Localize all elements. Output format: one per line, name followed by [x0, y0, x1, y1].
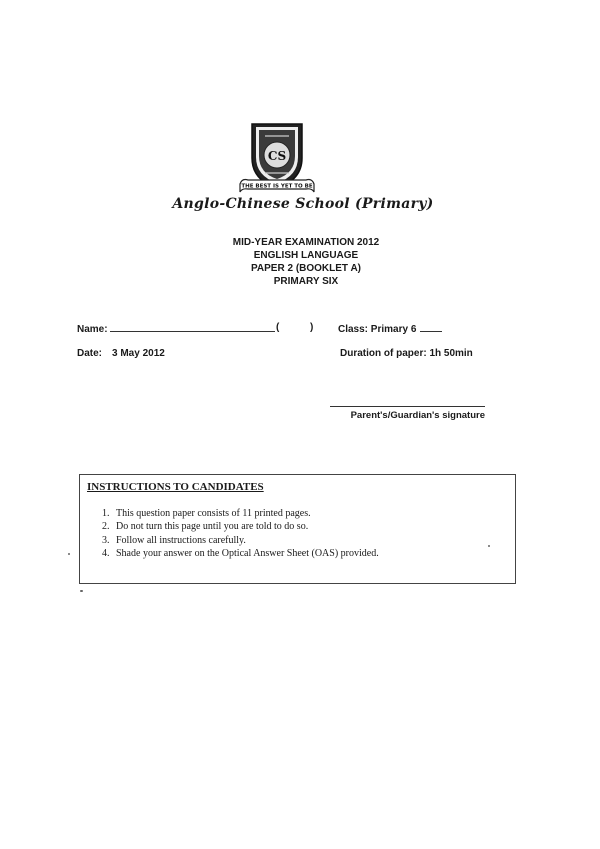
instruction-item: 2. Do not turn this page until you are told to do so. [102, 521, 309, 533]
school-name: Anglo-Chinese School (Primary) [172, 196, 434, 212]
instructions-box [79, 474, 516, 584]
exam-subject: ENGLISH LANGUAGE [253, 250, 359, 261]
instructions-list [102, 507, 379, 560]
exam-title: MID-YEAR EXAMINATION 2012 [232, 237, 380, 248]
exam-heading [0, 236, 600, 288]
register-number-close-paren: ) [310, 322, 314, 333]
signature-label: Parent's/Guardian's signature [350, 410, 485, 421]
duration-text: Duration of paper: 1h 50min [340, 348, 473, 359]
instruction-item: 1. This question paper consists of 11 printed pages. [102, 508, 311, 519]
signature-line[interactable] [330, 406, 485, 407]
register-number-open-paren: ( [276, 322, 280, 333]
class-label: Class: Primary 6 [338, 324, 417, 335]
name-blank-line[interactable] [110, 322, 275, 332]
instructions-title: INSTRUCTIONS TO CANDIDATES [87, 481, 264, 493]
instruction-item: 3. Follow all instructions carefully. [102, 534, 246, 546]
date-label: Date: [77, 348, 103, 359]
date-row [77, 348, 165, 359]
name-label: Name: [77, 324, 108, 335]
svg-text:CS: CS [267, 149, 287, 163]
scan-speck [80, 590, 83, 592]
scan-speck [488, 545, 490, 547]
instruction-item: 4. Shade your answer on the Optical Answer Sheet (OAS) provided. [102, 547, 379, 559]
date-value: 3 May 2012 [112, 348, 165, 359]
class-blank-line[interactable] [420, 322, 442, 332]
school-crest-logo [232, 118, 322, 198]
class-field[interactable] [338, 322, 442, 335]
name-field[interactable] [77, 322, 275, 335]
svg-text:THE BEST IS YET TO BE: THE BEST IS YET TO BE [241, 183, 313, 190]
exam-paper: PAPER 2 (BOOKLET A) [250, 263, 361, 274]
scan-speck [68, 553, 70, 555]
exam-level: PRIMARY SIX [273, 276, 339, 287]
